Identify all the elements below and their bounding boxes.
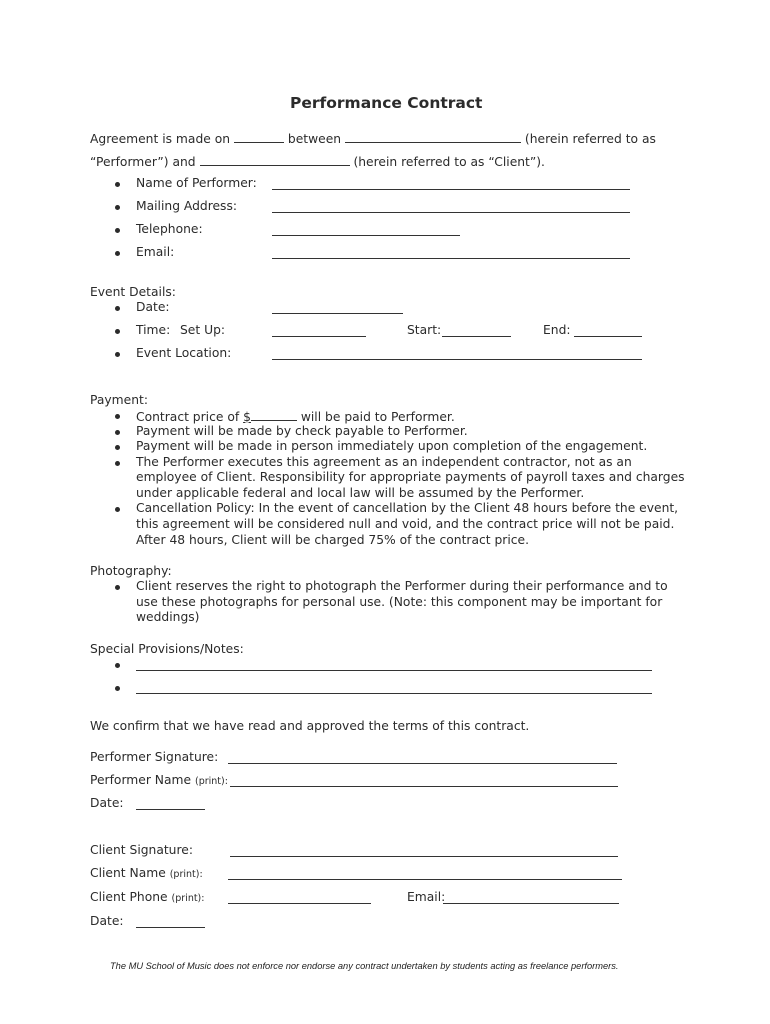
bullet-icon: [115, 430, 120, 435]
bullet-icon: [115, 663, 120, 668]
bullet-icon: [115, 182, 120, 187]
event-location-field[interactable]: [272, 359, 642, 360]
mailing-address-field[interactable]: [272, 212, 630, 213]
payment-bullet-2: Payment will be made by check payable to Performer.: [136, 424, 468, 438]
bullet-icon: [115, 228, 120, 233]
agreement-client-blank[interactable]: [200, 153, 350, 166]
payment-bullet-5-line-2: this agreement will be considered null and void, and the contract price will not be paid.: [136, 517, 675, 531]
agreement-line-2: [90, 153, 545, 169]
bullet-icon: [115, 329, 120, 334]
payment-bullet-5-line-3: After 48 hours, Client will be charged 75% of the contract price.: [136, 533, 529, 547]
telephone-label: Telephone:: [136, 222, 203, 236]
special-provisions-heading: Special Provisions/Notes:: [90, 642, 244, 656]
agreement-text-3: (herein referred to as: [524, 132, 656, 146]
bullet-icon: [115, 352, 120, 357]
bullet-icon: [115, 585, 120, 590]
end-field[interactable]: [574, 336, 642, 337]
performer-name-label: Name of Performer:: [136, 176, 257, 190]
client-date-field[interactable]: [136, 927, 205, 928]
performer-signature-field[interactable]: [228, 763, 617, 764]
email-field[interactable]: [272, 258, 630, 259]
agreement-line-1: [90, 130, 656, 146]
bullet-icon: [115, 251, 120, 256]
client-email-label: Email:: [407, 890, 446, 904]
payment-bullet-4-line-1: The Performer executes this agreement as an independent contractor, not as an: [136, 455, 632, 469]
start-label: Start:: [407, 323, 442, 337]
end-label: End:: [543, 323, 571, 337]
performer-signature-label: Performer Signature:: [90, 750, 219, 764]
client-phone-text: Client Phone: [90, 890, 168, 904]
payment-bullet-4-line-3: under applicable federal and local law will be assumed by the Performer.: [136, 486, 585, 500]
client-phone-print-label: [90, 890, 204, 904]
special-provision-field-2[interactable]: [136, 693, 652, 694]
client-signature-label: Client Signature:: [90, 843, 193, 857]
telephone-field[interactable]: [272, 235, 460, 236]
client-signature-field[interactable]: [230, 856, 618, 857]
event-date-label: Date:: [136, 300, 170, 314]
photography-line-2: use these photographs for personal use. (Note: this component may be important for: [136, 595, 663, 609]
setup-field[interactable]: [272, 336, 366, 337]
agreement-performer-blank[interactable]: [345, 130, 521, 143]
dollar-sign: $: [243, 410, 251, 424]
client-name-print-label: [90, 866, 203, 880]
start-field[interactable]: [442, 336, 511, 337]
special-provision-field-1[interactable]: [136, 670, 652, 671]
print-text: (print):: [171, 893, 205, 904]
client-phone-field[interactable]: [228, 903, 371, 904]
photography-line-3: weddings): [136, 610, 200, 624]
email-label: Email:: [136, 245, 175, 259]
client-name-text: Client Name: [90, 866, 166, 880]
agreement-text-5: (herein referred to as “Client”).: [353, 155, 545, 169]
print-text: (print):: [195, 776, 228, 787]
client-date-label: Date:: [90, 914, 124, 928]
bullet-icon: [115, 445, 120, 450]
bullet-icon: [115, 414, 120, 419]
bullet-icon: [115, 306, 120, 311]
contract-price-text: Contract price of: [136, 410, 244, 424]
payment-bullet-3: Payment will be made in person immediately upon completion of the engagement.: [136, 439, 648, 453]
confirm-text: We confirm that we have read and approved the terms of this contract.: [90, 719, 530, 733]
print-text: (print):: [169, 869, 203, 880]
event-date-field[interactable]: [272, 313, 403, 314]
event-location-label: Event Location:: [136, 346, 232, 360]
bullet-icon: [115, 686, 120, 691]
bullet-icon: [115, 461, 120, 466]
agreement-text-1: Agreement is made on: [90, 132, 231, 146]
payment-bullet-4-line-2: employee of Client. Responsibility for appropriate payments of payroll taxes and charges: [136, 470, 685, 484]
footer-disclaimer: The MU School of Music does not enforce nor endorse any contract undertaken by students acting as freelance performers.: [110, 961, 619, 971]
client-name-print-field[interactable]: [228, 879, 622, 880]
performer-date-label: Date:: [90, 796, 124, 810]
payment-bullet-5-line-1: Cancellation Policy: In the event of cancellation by the Client 48 hours before the event,: [136, 501, 679, 515]
contract-price-text-end: will be paid to Performer.: [296, 410, 455, 424]
client-email-field[interactable]: [443, 903, 619, 904]
contract-price-field[interactable]: [251, 408, 297, 421]
photography-line-1: Client reserves the right to photograph the Performer during their performance and to: [136, 579, 668, 593]
setup-label: Set Up:: [180, 323, 226, 337]
agreement-text-4: “Performer”) and: [90, 155, 196, 169]
agreement-text-2: between: [287, 132, 342, 146]
payment-bullet-1: [136, 408, 455, 424]
performer-name-print-field[interactable]: [230, 786, 618, 787]
agreement-date-blank[interactable]: [234, 130, 284, 143]
performer-date-field[interactable]: [136, 809, 205, 810]
performer-name-text: Performer Name: [90, 773, 192, 787]
event-details-heading: Event Details:: [90, 285, 176, 299]
performer-name-field[interactable]: [272, 189, 630, 190]
performer-name-print-label: [90, 773, 228, 787]
photography-heading: Photography:: [90, 564, 172, 578]
bullet-icon: [115, 507, 120, 512]
payment-heading: Payment:: [90, 393, 148, 407]
mailing-address-label: Mailing Address:: [136, 199, 238, 213]
bullet-icon: [115, 205, 120, 210]
event-time-label: Time:: [136, 323, 171, 337]
page-title: Performance Contract: [290, 94, 483, 112]
